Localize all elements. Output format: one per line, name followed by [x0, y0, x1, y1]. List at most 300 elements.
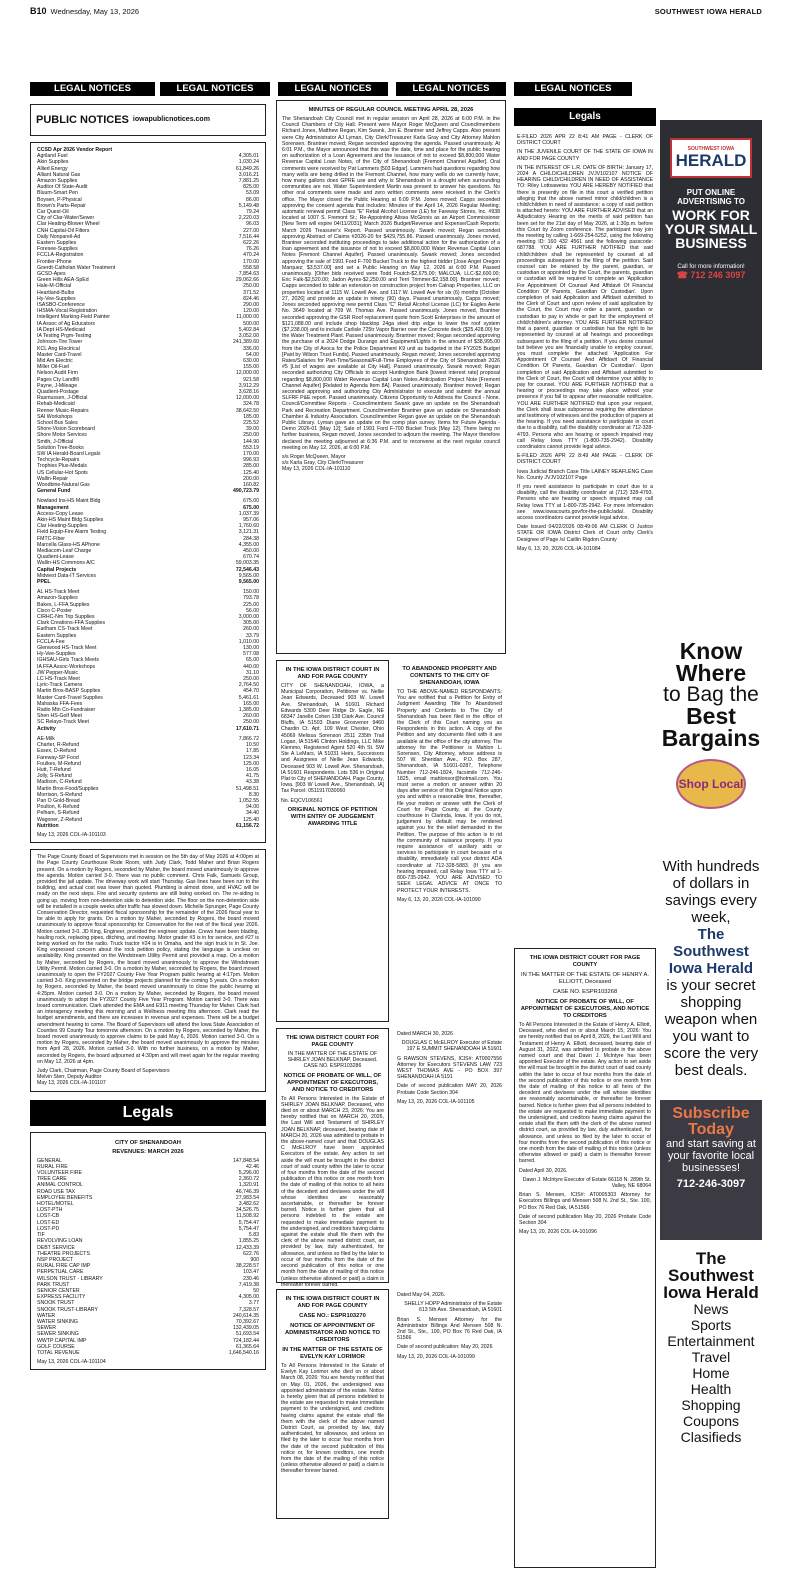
item-value: 5,296.00	[238, 1170, 259, 1177]
item-name: GOLF COURSE	[37, 1343, 75, 1350]
ad-to-bag: to Bag the	[663, 683, 759, 706]
lorimor-body: To All Persons Interested in the Estate of Evelyn Kay Lorimor who died on or about March 08, 2026: You are hereby notified that on May 01, 2026, the undersigned was appointed administrator of the estate. Notice is hereby given that all persons indebted to the estate are requested to make immediate payment to the undersigned, and creditors having claims against the estate shall file them with the clerk of the above named District Court, as provided by law, duly authenticated, for allowance, and unless so filed by the later to occur four months from the date of the second publication of this notice or, for known creditors, one month from the date of the mailing of this notice (unless otherwise allowed or paid) a claim is thereafter forever barred.	[281, 1363, 384, 1475]
item-name: GCSD-Apes	[37, 271, 66, 278]
item-value: 27,983.54	[235, 1194, 259, 1201]
item-value: 225.52	[243, 419, 259, 426]
item-value: 622.26	[243, 240, 259, 247]
item-name: Eastern Supplies	[37, 240, 77, 247]
item-name: ISASBO-Conference	[37, 302, 85, 309]
item-value: 1,855.25	[238, 1238, 259, 1245]
subscribe-ad[interactable]	[660, 1100, 762, 1240]
item-name: KCL Ang Electrical	[37, 345, 80, 352]
item-value: 165.00	[243, 700, 259, 707]
item-value: 1,320.91	[238, 1182, 259, 1189]
ad-start-saving: and start saving at your favorite local businesses!	[666, 1138, 756, 1174]
item-name: Wagoner, Z-Refund	[37, 816, 83, 823]
item-value: 336.00	[243, 345, 259, 352]
item-name: Pages Cty Landfill	[37, 376, 79, 383]
belknap-title: THE IOWA DISTRICT COURT FOR PAGE COUNTY	[286, 1035, 379, 1048]
elliott-title: THE IOWA DISTRICT COURT FOR PAGE COUNTY	[529, 955, 641, 968]
item-name: Heartland-Bulbs	[37, 289, 75, 296]
topic-item: Clasifieds	[680, 1429, 742, 1445]
item-name: FCCLA-Fee	[37, 638, 65, 645]
item-value: 1,760.60	[238, 523, 259, 530]
item-value: 54.00	[246, 351, 259, 358]
juvenile-text: IN THE INTEREST OF L.R. DATE OF BIRTH: January 17, 2024 A CHILD/CHILDREN JVJV102107 NOTICE OF HEARING CHILD/CHILDREN IN NEED OF ASSISTANCE TO: Riley Lottsaweiss YOU ARE HEREBY NOTIFIED that there is presently on file in this court a verified petition alleging that the above named minor child/children is a child/children in need of assistance; a copy of said petition is attached hereto: YOU ARE FURTHER ADVISED that an Adjudicatory Hearing on the merits of said petition has been set for the 21st day of May 2026, at 1:30p.m. before this Court by Zoom conference. The participant may join the meeting by calling 1-669-254-5252, using the following meeting ID: 160 432 4561 and the following passcode: 687788. YOU ARE FURTHER NOTIFIED that said child/children shall be represented by counsel at all proceedings subsequent to the filing of the petition. Said counsel can be retained by the parent, guardian, or custodian or appointed by the Court, the parents, guardian or custodian will be required to complete an 'Application For Appointment Of Counsel And Affidavit Of Financial Condition Of Parents, Guardian Or Custodian'. Upon completion of said Application and Affidavit submitted to the Clerk of Court and upon review of said application by the Court, the Court may order a parent, guardian or custodian to pay in whole or part for the employment of child/children's attorney. YOU ARE FURTHER NOTIFIED that a parent, guardian or custodian has the right to be represented by counsel at all hearings and proceedings subsequent to the filing of a petition. If you desire counsel but believe you are financially unable to employ counsel, you must complete the attached 'Application For Appointment Of Counsel And Affidavit Of Financial Condition Of Parents, Guardian Or Custodian'. Upon completion of said Application and Affidavit submitted to the Clerk of Court, the Court will determine your ability to pay for counsel. YOU ARE FURTHER NOTIFIED that a hearing or proceedings may take place without your presence if you fail to appear after reasonable notification. YOU ARE FURTHER NOTIFIED that upon your request, the Clerk shall issue subpoenas requiring the attendance and testimony of witnesses and the production of papers at the hearing. If you need assistance to participate in court due to a disability, call the disability coordinator at 712-328-4793. Persons who are hearing or speech impaired may call Relay Iowa TTY (1-800-735-2942). Disability coordinators cannot provide legal advice.	[517, 164, 653, 450]
belknap-body: To All Persons Interested in the Estate of SHIRLEY JOAN BELKNAP, Deceased, who died on or about MARCH 23, 2026: You are hereby notified that on MARCH 20, 2026, the Last Will and Testament of SHIRLEY JOAN BELKNAP, deceased, bearing date of MARCH 20, 2026 was admitted to probate in the above-named court and that DOUGLAS C McELROY have been appointed Executors of the estate. Any action to set aside the will must be brought in the district court of said county within the later to occur of four months from the date of the second publication of this notice or one month from the date of mailing of this notice to all heirs of the decedent and devisees under the will whose identities are reasonably ascertainable, or thereafter be forever barred. Notice is further given that all persons indebted to the estate are requested to make immediate payment to the undersigned, and creditors having claims against the estate shall file them with the clerk of the above named district court, as provided by law, duly authenticated, for allowance, and unless so filed by the later to occur of four months from the date of the second publication of this notice or one month from the date of mailing of this notice (unless otherwise allowed or paid) a claim is thereafter forever barred.	[281, 1095, 384, 1288]
item-value: 285.00	[243, 463, 259, 470]
herald-logo-small: SOUTHWEST IOWA	[687, 146, 735, 152]
item-value: 33.79	[246, 632, 259, 639]
belknap-footer: May 13, 20, 2026 COL-IA-101105	[397, 1098, 475, 1105]
item-value: 10.50	[246, 742, 259, 749]
item-name: Goerdt-Catholan Water Treatment	[37, 264, 116, 271]
topic-item: Shopping	[681, 1397, 741, 1413]
elliott-subtitle: NOTICE OF PROBATE OF WILL, OF APPOINTMENT OF EXECUTORS, AND NOTICE TO CREDITORS	[520, 999, 650, 1019]
ad-best-bargains: Best Bargains	[661, 703, 761, 751]
column-left	[30, 104, 266, 1574]
item-value: 12,000.00	[235, 395, 259, 402]
item-value: 500.00	[243, 320, 259, 327]
item-value: 4,305.01	[238, 153, 259, 160]
juvenile-footer: May 6, 13, 20, 2026 COL-IA-101084	[517, 545, 601, 552]
item-name: Rasmussen, J-Official	[37, 395, 88, 402]
item-name: Eastern Supplies	[37, 632, 77, 639]
item-name: HOTEL/MOTEL	[37, 1201, 74, 1208]
item-name: AL HS-Track Meet	[37, 589, 80, 596]
page-date: Wednesday, May 13, 2026	[50, 6, 140, 16]
phone-icon: ☎	[676, 270, 688, 280]
item-value: 371.52	[243, 289, 259, 296]
item-name: Miller Oil-Fuel	[37, 364, 69, 371]
item-name: Rehab-Medicaid	[37, 401, 75, 408]
item-name: Nelson Audit Firm	[37, 370, 78, 377]
item-value: 724,182.44	[233, 1337, 259, 1344]
item-name: IA Dept HS-Medicaid	[37, 326, 86, 333]
item-name: Hutt, T-Refund	[37, 766, 71, 773]
item-name: Nowland Ins-HS Maint Bldg	[37, 498, 101, 505]
public-notices-site: iowapublicnotices.com	[132, 115, 210, 123]
item-name: Essex, D-Refund	[37, 748, 77, 755]
item-name: DEBT SERVICE	[37, 1244, 75, 1251]
item-name: Access-Copy Lease	[37, 510, 84, 517]
item-value: 155.00	[243, 364, 259, 371]
item-value: 250.00	[243, 719, 259, 726]
bargains-ad[interactable]	[660, 640, 762, 840]
band-legal-notices-2: LEGAL NOTICES	[160, 82, 270, 96]
item-name: Mahaska FFA-Fees	[37, 700, 83, 707]
item-value: 227.00	[243, 227, 259, 234]
item-value: 225.00	[243, 601, 259, 608]
item-name: PARK TRUST	[37, 1281, 70, 1288]
item-value: 622.76	[243, 1250, 259, 1257]
item-name: LOST-CB	[37, 1213, 60, 1220]
item-value: 5,402.84	[238, 326, 259, 333]
item-value: 70,392.67	[235, 1318, 259, 1325]
item-name: Clark Creations-FFA Supplies	[37, 620, 106, 627]
item-name: WWTP CAPITAL IMP	[37, 1337, 87, 1344]
item-value: 34.40	[246, 810, 259, 817]
item-name: Foresee-Supplies	[37, 246, 78, 253]
item-name: ANIMAL CONTROL	[37, 1182, 83, 1189]
item-value: 3,000.00	[238, 614, 259, 621]
abandoned-property-footer: May 6, 13, 20, 2026 COL-IA-101090	[397, 896, 481, 903]
item-name: Shore-Vision Scoreboard	[37, 426, 95, 433]
ad-phone-1	[660, 270, 762, 281]
item-name: Martin Bros-BASP Supplies	[37, 688, 101, 695]
belknap-attorney: G RAWSON STEVENS, ICIS#: AT0007556 Attorney for Executors STEVENS LAW 723 WEST THOMAS AVE - PO BOX 397 SHENANDOAH IA 5191	[397, 1055, 502, 1081]
item-name: Frontier-Phone	[37, 258, 72, 265]
public-notices-title: PUBLIC NOTICES	[36, 113, 129, 126]
item-value: 16.05	[246, 766, 259, 773]
item-name: FCCLA-Registration	[37, 252, 84, 259]
court-petition-title: IN THE IOWA DISTRICT COURT IN AND FOR PAGE COUNTY	[285, 667, 380, 680]
item-name: NSP PROJECT	[37, 1256, 74, 1263]
item-name: CNH Capital-Oil Filters	[37, 227, 90, 234]
item-value: 150.00	[243, 589, 259, 596]
ad-know-where: Know Where	[675, 638, 747, 686]
item-value: 17.85	[246, 748, 259, 755]
item-value: 241,389.60	[233, 339, 259, 346]
item-value: 5,461.61	[238, 694, 259, 701]
belknap-publication: Date of second publication MAY 20, 2026 Probate Code Section 304	[397, 1083, 502, 1096]
item-name: Johnson-Tire Tower	[37, 339, 83, 346]
item-name: Midwest Data-IT Services	[37, 572, 96, 579]
item-name: Wallin-Repair	[37, 475, 68, 482]
item-value: 123.34	[243, 754, 259, 761]
item-name: Wallin-HS Commons A/C	[37, 560, 95, 567]
item-name: Capital Projects	[37, 566, 77, 573]
juvenile-efile-2: E-FILED 2026 APR 22 8:49 AM PAGE - CLERK OF DISTRICT COURT	[517, 453, 653, 466]
juvenile-text-2: If you need assistance to participate in court due to a disability, call the disability coordinator at (712) 328-4793. Persons who are hearing or speech impaired may call Relay Iowa TTY at 1-800-735-2942. For more information see www.iowacourts.gov/for-the-public/ada/. Disability access coordinators cannot provide legal advice.	[517, 483, 653, 521]
item-value: 921.58	[243, 376, 259, 383]
item-name: Bluum-Smart Pen	[37, 190, 78, 197]
item-value: 7,881.25	[238, 178, 259, 185]
item-name: Payne, J-Mileage	[37, 382, 78, 389]
item-value: 450.00	[243, 548, 259, 554]
lorimor-title: IN THE IOWA DISTRICT COURT IN AND FOR PAGE COUNTY	[285, 1296, 380, 1309]
item-value: 5,149.48	[238, 202, 259, 209]
item-name: Foulkes, M-Refund	[37, 760, 81, 767]
item-value: 56.00	[246, 607, 259, 614]
item-name: Pan O Gold-Bread	[37, 797, 80, 804]
item-name: AE-Milk	[37, 735, 55, 742]
council-sign-mayor: s/s Roger McQueen, Mayor	[282, 453, 346, 460]
court-petition-notice	[276, 660, 389, 1022]
item-value: 132,439.05	[233, 1325, 259, 1332]
list-item	[37, 1350, 259, 1356]
elliott-dated: Dated April 30, 2026.	[519, 1167, 568, 1174]
item-value: 454.70	[243, 688, 259, 695]
belknap-sign: DOUGLAS C McELROY Executor of Estate 197 E SUMMIT SHENANDOAH IA 51601	[401, 1040, 502, 1053]
item-value: 61,156.72	[235, 822, 259, 829]
item-value: 2,220.03	[238, 215, 259, 222]
item-value: 41.75	[246, 773, 259, 780]
item-name: IA Testing Prgm-Testing	[37, 333, 92, 340]
ad-work-small-business: WORK FOR YOUR SMALL BUSINESS	[664, 207, 758, 251]
council-minutes-title: MINUTES OF REGULAR COUNCIL MEETING APRIL 28, 2026	[308, 107, 474, 113]
item-name: SC Relays-Track Meet	[37, 719, 89, 726]
column-right	[514, 132, 656, 1574]
item-value: 996.93	[243, 457, 259, 464]
elliott-footer: May 13, 20, 2026 COL-IA-101096	[519, 1229, 597, 1236]
lorimor-subtitle: NOTICE OF APPOINTMENT OF ADMINISTRATOR AND NOTICE TO CREDITORS	[284, 1323, 381, 1343]
item-value: 61,365.64	[235, 1343, 259, 1350]
item-name: Car Quest-Oil	[37, 209, 69, 216]
item-name: Allied Energy	[37, 165, 68, 172]
band-legal-notices-3: LEGAL NOTICES	[278, 82, 388, 96]
online-advertising-ad[interactable]	[660, 120, 762, 370]
item-name: SEWER	[37, 1325, 57, 1332]
item-value: 440.00	[243, 663, 259, 670]
item-name: WATER	[37, 1312, 56, 1319]
item-value: 59,003.35	[235, 560, 259, 567]
item-value: 260.00	[243, 626, 259, 633]
lorimor-attorney: Brian S. Mensen Attorney for the Administrator Billings And Mensen 508 N. 2nd St., Ste., 100, PO Box 76 Red Oak, IA 51566	[397, 1316, 502, 1342]
item-name: Poulton, K-Refund	[37, 804, 80, 811]
item-name: Smith, J-Official	[37, 438, 74, 445]
item-value: 39.00	[246, 426, 259, 433]
item-name: EMPLOYEE BENEFITS	[37, 1194, 93, 1201]
lorimor-estate-continued	[393, 1289, 506, 1519]
item-value: 250.00	[243, 283, 259, 290]
item-name: IA FFA Assoc-Workshops	[37, 663, 96, 670]
item-name: Jolly, S-Refund	[37, 773, 72, 780]
item-name: LOST-ED	[37, 1219, 60, 1226]
item-name: Madison, C-Refund	[37, 779, 82, 786]
item-value: 825.00	[243, 184, 259, 191]
item-name: PERPETUAL CARE	[37, 1269, 84, 1276]
item-name: IHSMA-Vocal Registration	[37, 308, 97, 315]
abandoned-property-notice	[393, 660, 506, 1022]
item-value: 103.47	[243, 1269, 259, 1276]
item-name: RURAL FIRE CAP IMP	[37, 1263, 91, 1270]
topic-item: Sports	[690, 1317, 732, 1333]
item-name: SAI Workshops	[37, 413, 73, 420]
item-name: Marcella Glass-HS APhone	[37, 541, 100, 548]
lorimor-footer: May 13, 20, 2026 COL-IA-101099	[397, 1353, 475, 1360]
item-value: 12,433.39	[235, 1244, 259, 1251]
item-value: 185.00	[243, 413, 259, 420]
ad-put-online: PUT ONLINE ADVERTISING TO	[677, 188, 745, 206]
item-name: WATER SINKING	[37, 1318, 78, 1325]
revenue-footer: May 13, 2026 COL-IA-101104	[37, 1359, 106, 1366]
item-name: Green Hills AEA-SpEd	[37, 277, 89, 284]
item-name: REVOLVING LOAN	[37, 1238, 83, 1245]
page-header	[0, 0, 792, 22]
topic-list	[660, 1301, 762, 1445]
belknap-estate-notice	[276, 1028, 389, 1288]
item-name: SENIOR CENTER	[37, 1287, 80, 1294]
belknap-matter: IN THE MATTER OF THE ESTATE OF SHIRLEY JOAN BELKNAP, Deceased. CASE NO. ESPR103286	[287, 1051, 378, 1070]
court-petition-number: No. EQCV106561	[281, 797, 323, 804]
item-name: Solution Tree-Books	[37, 444, 84, 451]
lorimor-estate-notice	[276, 1289, 389, 1519]
item-value: 50	[253, 1287, 259, 1294]
juvenile-issued: Date Issued 04/22/2026 08:49:06 AM CLERK O Justice STATE OR IOWA District Clerk of Court or/by Clerk's Designee of Page /s/ Caitlin Rigdon County	[517, 524, 653, 543]
item-value: 125.00	[243, 760, 259, 767]
item-value: 1,030.24	[238, 159, 259, 166]
item-name: Clar Heating-Supplies	[37, 523, 88, 530]
item-value: 5,754.47	[238, 1225, 259, 1232]
item-name: PPEL	[37, 579, 51, 586]
vendor-nutrition-list	[37, 736, 259, 829]
item-value: 147,848.54	[233, 1157, 259, 1164]
ad-call-info: Call for more information!	[677, 264, 745, 270]
item-value: 1,010.00	[238, 638, 259, 645]
item-name: Akin-HS Maint Bldg Supplies	[37, 516, 104, 523]
item-name: Radio Mtn Co-Fundraiser	[37, 707, 96, 714]
juvenile-notice	[514, 132, 656, 942]
item-value: 1,385.00	[238, 707, 259, 714]
court-petition-text: CITY OF SHENANDOAH, IOWA, a Municipal Corporation, Petitioner vs. Nellie Jean Edwards, Deceased 903 W. Lowell Ave. Shenandoah, IA 51601 Richard Edwards 5300 Deer Ridge Dr. Eagle, NE 68347 Janelle Cohen 138 Clark Ave. Council Bluffs, IA 51503 Diane Grosvenor 9460 Chardin Ct. Apt. 109 West Chester, Ohio 45069 Melissa Sorenson 2511 235th Trail Logan, IA 51546 Clinton Holdings, LLC Mike Klemmo, Registered Agent 520 4th St. SW Ste A LeMars, IA 51031 Heirs, Successors and Assignees of Nellie Jean Edwards, Deceased 903 W. Lowell Ave. Shenandoah, IA 51601 Respondents. Lots 536 in Original Plat to City of SHENANDOAH, Page County, Iowa. [903 W Lowell Ave., Shenandoah, IA] Tax Parcel: 0511917030060	[281, 683, 384, 795]
item-name: Master Card-Travel Supplies	[37, 694, 103, 701]
item-name: Shen HS-Golf Meet	[37, 713, 82, 720]
item-name: Bakes, L-FFA Supplies	[37, 601, 90, 608]
public-notices-banner	[30, 104, 266, 136]
elliott-case: CASE NO. ESPR103268	[552, 989, 618, 995]
item-value: 793.78	[243, 595, 259, 602]
item-value: 2,360.72	[238, 1176, 259, 1183]
band-legal-notices-5: LEGAL NOTICES	[514, 82, 632, 96]
item-name: RURAL FIRE	[37, 1163, 68, 1170]
item-name: TREE CARE	[37, 1176, 67, 1183]
item-value: 61,849.26	[235, 165, 259, 172]
item-name: Master Card-Travel	[37, 351, 82, 358]
item-value: 957.06	[243, 516, 259, 523]
item-value: 260.00	[243, 713, 259, 720]
ad-hundreds: With hundreds of dollars in savings every week,	[662, 858, 760, 926]
item-name: CIRHC-Nm Trip Supplies	[37, 614, 95, 621]
item-value: 553.19	[243, 444, 259, 451]
item-name: LOST-PD	[37, 1225, 60, 1232]
lorimor-sign: SHELLY HOPP Administrator of the Estate 613 5th Ave. Shenandoah, IA 51601	[404, 1301, 502, 1314]
item-name: Hy-Vee-Supplies	[37, 295, 76, 302]
item-value: 11,000.00	[236, 314, 259, 321]
ad-subscribe-today: Subscribe Today	[672, 1105, 750, 1138]
item-value: 1,052.55	[238, 797, 259, 804]
item-value: 7,866.72	[238, 735, 259, 742]
item-name: Activity	[37, 725, 56, 732]
page-number: B10	[30, 6, 47, 16]
vendor-list	[37, 153, 259, 494]
legals-banner: Legals	[30, 1100, 266, 1126]
item-value: 11,508.92	[236, 1213, 259, 1220]
item-value: 250.00	[243, 432, 259, 439]
item-name: Mediacom-Leaf Charge	[37, 548, 92, 554]
item-value: 144.90	[243, 438, 259, 445]
item-name: TOTAL REVENUE	[37, 1349, 80, 1356]
ad-paper-name: The Southwest Iowa Herald	[668, 926, 754, 977]
item-name: Boysen, P-Physical	[37, 196, 82, 203]
board-sign: Judy Clark, Chairman, Page County Board of Supervisors	[37, 1068, 170, 1075]
item-value: 130.00	[243, 645, 259, 652]
lorimor-dated: Dated May 04, 2026.	[397, 1292, 446, 1298]
lorimor-matter: IN THE MATTER OF THE ESTATE OF EVELYN KAY LORIMOR	[282, 1347, 383, 1360]
vendor-footer: May 13, 2026 COL-IA-101103	[37, 831, 106, 838]
item-value: 51,498.51	[235, 785, 259, 792]
column-middle	[276, 100, 506, 1574]
paper-name: SOUTHWEST IOWA HERALD	[654, 6, 762, 16]
elliott-matter: IN THE MATTER OF THE ESTATE OF HENRY A. ELLIOTT, Deceased	[520, 972, 650, 985]
item-value: 470.24	[243, 252, 259, 259]
item-name: LC HS-Track Meet	[37, 676, 80, 683]
juvenile-efile: E-FILED 2026 APR 22 8:41 AM PAGE - CLERK OF DISTRICT COURT	[517, 134, 653, 147]
elliott-attorney: Brian S. Mensen, ICIS#: AT0005303 Attorney for Executors Billings and Mensen 508 N. 2nd St., Ste. 100, PO Box 76 Red Oak, IA 51566	[519, 1192, 651, 1211]
item-value: 250.00	[243, 676, 259, 683]
item-value: 72,546.43	[235, 566, 259, 573]
topic-item: Home	[692, 1365, 730, 1381]
item-name: Shore Motor Services	[37, 432, 87, 439]
item-value: 577.08	[243, 651, 259, 658]
council-minutes-text: The Shenandoah City Council met in regular session on April 28, 2026 at 6:00 P.M. in the Council Chambers of City Hall. Present were Mayor Roger McQueen and Councilmembers Richard Jones, Matthew Regan, Kim Swank, Jon E. Brantner and Jeffrey Capps. Also present were City Administrator AJ Lyman, City Clerk/Treasurer Karla Gray and City Attorney Mahlon Sorensen. Brantner moved; Regan seconded approving the agenda. Passed unanimously. At 6:01 P.M., the Mayor announced that this was the date, time and place for the public hearing on authorization of a Loan Agreement and the issuance of not to exceed $8,800,000 Water Revenue Capital Loan Notes, of the City of Shenandoah [Fremont Channel Aquifer]. Oral comments were received by Pat Lammers [503 Edgar]. Lammers had questions regarding how many wells are being drilled in the Fremont Channel, how many wells do we currently have, how many gallons does GPRE use and why is Shenandoah in a drought when surrounding communities are not. Water Superintendent Martin was present to answer his questions. No other oral comments were made and zero written comments were received in the Clerk's office. The Mayor closed the Public Hearing at 6:09 P.M. Jones moved; Capps seconded approving the consent agenda that includes: Minutes of the April 14, 2026 Regular Meeting; automatic renewal permit Class "E" Retail Alcohol License (LE) for Fareway Stores, Inc. #938 located at 1007 S. Fremont St.; Re-Appointing Alissa McGinnis as an Airport Commissioner [New Term will expire 04/11/2031]; March 2026 Budget/Revenue and Expense/Cash Reports; March 2026 Treasurer's Report. Passed unanimously. Swank moved; Regan seconded approving Abstract of Claims #2026-20 for $429,755.86. Passed unanimously. Jones moved, Brantner seconded instituting proceedings to take additional action for the authorization of a loan agreement and the issuance of not to exceed $8,800,000 Water Revenue Capital Loan Notes [Fremont Channel Aquifer]. Passed unanimously. Swank moved; Jones seconded approving the sale of 1991 Ford F-700 Bucket Truck to the highest bidder [Jose Angel Oregon Marquez; $3,537.00] and set a Public Hearing on May 12, 2026 at 6:00 P.M. Passed unanimously. [Other bids received were Todd Foutch-$2,675.00; MALCUA, LLC-$2,600.00; Eric Falk-$2,520.00; Jadon Ayres-$2,250.00 and Terri Trimmer-$2,158.00]. Brantner moved; Capps seconded to table an extension on construction project from Calnap Properties, LLC on properties located at 1115 W. Lowell Ave. and 1117 W. Lowell Ave for six (6) months [October 27, 2026] and provide an update in ninety (90) days. Passed unanimously. Capps moved; Jones seconded approving new permit Class "C" Retail Alcohol License (LC) for Eagles Aerie No. 3649 located at 709 W. Thomas Ave. Passed unanimously. Jones moved, Brantner seconded approving the GSR Roof replacement quote from Scott Enterprises in the amount of $121,088.00 and include shop blacktop 24ga steel drip edge to lower the roof system ($7,238.00) and to include Carlisle 725tr Vapor Barrier over the Concrete deck ($25,428.00) for the Water Treatment Plant. Passed unanimously. Brantner moved; Regan seconded approving the purchase of a 2024 Dodge Durango and Equipment/Lights in the amount of $38,995.00 from the City of Avoca for the Police Department K9 unit as budgeted in the FY2025 Budget [Paid by Wilson Trust Funds]. Passed unanimously. Regan moved; Jones seconded approving Rates/Salaries for Part-Time/Seasonal/Full-Time Employees of the City of Shenandoah 2026 #5 [List of wages are available at City Hall]. Passed unanimously. Swank moved; Regan seconded authorizing City Officials to accept Huntington Bank [lowest interest rate] proposal regarding $8,800,000 Water Revenue Capital Loan Notes Anticipation Project Note [Fremont Channel Aquifer] [Related to Agenda Item 8A]. Passed unanimously. Brantner moved; Regan seconded approving and authorizing City Administrator to execute and submit the annual SLFRF P&E report. Passed unanimously. Citizens Opportunity to Address the Council - None. Council/Committee Reports - Councilmembers Swank gave an update on the Shenandoah Park and Recreation Department. Councilmember Brantner gave an update on Shenandoah Chamber & Industry Association. Councilmember Regan gave an update on the Shenandoah Public Library. Lyman gave an update on the comp plan survey. Items for Future Agenda - Demo 2026-01 [May 12]; Sale of 1991 Ford F-700 Bucket Truck [May 12]. There being no further business, Regan moved, Jones seconded to adjourn the meeting. The Mayor therefore declared the meeting adjourned at 6:36 P.M. and to reconvene at the next regular council meeting on May 12, 2026, at 6:00 P.M.	[282, 116, 500, 451]
item-value: 5,754.47	[238, 1219, 259, 1226]
vendor-report-title: CCSD Apr 2026 Vendor Report	[37, 147, 113, 153]
ad-paper-name-2: The Southwest Iowa Herald	[663, 1249, 759, 1302]
item-name: Intelligent Marking-Field Painter	[37, 314, 110, 321]
item-value: 12,000.00	[235, 370, 259, 377]
elliott-estate-notice	[514, 948, 656, 1568]
item-name: Techcycle-Repairs	[37, 457, 80, 464]
item-value: 17,610.71	[235, 725, 259, 732]
list-item	[37, 823, 259, 829]
item-value: 94.00	[246, 804, 259, 811]
item-name: SEWER SINKING	[37, 1331, 79, 1338]
lorimor-publication: Date of second publication: May 20, 2026	[397, 1344, 493, 1351]
item-value: 34,526.75	[235, 1207, 259, 1214]
item-value: 3,482.62	[238, 1201, 259, 1208]
board-minutes-text: The Page County Board of Supervisors met in session on the 5th day of May 2026 at 4:00pm at the Page County Courthouse Rode Room, with Judy Clark, Todd Maher and Brian Rogers present. On a motion by Rogers, seconded by Maher, the board moved unanimously to approve the agenda. Motion carried 3-0. There was no public comment. Chris Falk, Samuels Group, provided the jail update. The driveway work will start Thursday. Gas lines have been run to the building, and actual cost was lower than quoted. Plumbing is almost done, and HVAC will be ready on the next steps. Fire and security systems are still being worked on. The re-siding is going up, moving from non-detention side to detention side. The floor on the non-detention side will be installed in a couple weeks after traffic has slowed down. Michelle Sprunger, Page County Conservation Director, requested fiscal sponsorship for the remainder of the 2026 fiscal year to be able to apply for grants. On a motion by Maher, seconded by Rogers, the board moved unanimously to approve fiscal sponsorship for Conservation for the rest of the fiscal year 2026. Motion carried 3-0. JD King, Engineer, provided the engineer update. Crews have been blading, hauling rock, replacing pipes, ditching, and mowing. Motor grader #3 is in for service, and #27 is being worked on for the radio. Truck tractor #24 is in Omaha, and the sign truck is in St. Joe. King expressed concern about the rock petition policy, stating the language is unclear on availability. King presented on the Windstream Utility Permit and provided a map. On a motion by Maher, seconded by Rogers, the board moved unanimously to approve the Windstream Utility Permit. Motion carried 3-0. On a motion by Maher, seconded by Rogers, the board moved unanimously to open the FY2027 County Five Year Program public hearing at 4:17pm. Motion carried 3-0. King presented on the bridge projects planned for the coming 5 years. On a motion by Rogers, seconded by Maher, the board moved unanimously to close the public hearing at 4:25pm. Motion carried 3-0. On a motion by Maher, seconded by Rogers, the board moved unanimously to adopt the FY2027 County Five Year Program. Motion carried 3-0. There was board communication. Clark attended the EMA and E911 meeting Thursday for Maher. Clark had an interagency meeting this morning and a Wellness meeting this afternoon. Clark read the budget amendments, and there are increases in revenue and expenses. There will be a budget amendment hearing to come. The Board of Supervisors will attend the Iowa State Association of Counties 99 County Tour tomorrow afternoon. On a motion by Rogers, seconded by Maher, the board moved unanimously to approve claims to be paid May 6, 2026. Motion carried 3-0. On a motion by Rogers, seconded by Maher, the board moved unanimously to approve the minutes from April 28, 2026. Motion carried 3-0. With no further business, on a motion by Maher, seconded by Rogers, the board adjourned at 4:30pm and will meet again for the regular meeting on May 12, 2026 at 4pm.	[37, 854, 259, 1065]
item-value: 53.09	[246, 190, 259, 197]
item-name: US Cellular-Hot Spots	[37, 469, 88, 476]
item-value: 7,419.38	[238, 1281, 259, 1288]
item-name: Quadient-Postage	[37, 388, 79, 395]
savings-ad	[660, 858, 762, 1088]
item-value: 7,854.63	[238, 271, 259, 278]
item-value: 3,628.16	[238, 388, 259, 395]
item-name: Alliant Natural Gas	[37, 171, 81, 178]
revenue-subtitle: REVENUES: MARCH 2026	[112, 1148, 184, 1155]
item-value: 125.40	[243, 816, 259, 823]
item-value: 305.00	[243, 620, 259, 627]
board-minutes	[30, 849, 266, 1092]
item-name: Hale-M-Official	[37, 283, 72, 290]
item-value: 43.38	[246, 779, 259, 786]
item-value: 3,016.21	[238, 171, 259, 178]
belknap-dated: Dated MARCH 30, 2026	[397, 1031, 453, 1037]
board-footer: May 13, 2026 COL-IA-101107	[37, 1080, 106, 1087]
item-name: Glenwood HS-Track Meet	[37, 645, 97, 652]
item-value: 65.00	[246, 657, 259, 664]
elliott-publication: Date of second publication May 20, 2026 Probate Code Section 304	[519, 1213, 651, 1227]
item-value: 3,121.31	[238, 529, 259, 536]
item-value: 38,642.50	[235, 407, 259, 414]
item-value: 3,912.29	[238, 382, 259, 389]
revenue-list	[37, 1158, 259, 1357]
item-value: 31.10	[246, 669, 259, 676]
vendor-report	[30, 142, 266, 843]
item-name: Auditor Of State-Audit	[37, 184, 88, 191]
ad-phone-1-number: 712 246 3097	[690, 270, 746, 280]
item-name: FMTC-Fiber	[37, 535, 65, 542]
item-name: Mid Am Electric	[37, 357, 73, 364]
item-name: Akin Supplies	[37, 159, 69, 166]
shop-local-badge: Shop Local	[676, 759, 746, 809]
item-name: City of Clar-Water/Sewer	[37, 215, 95, 222]
abandoned-property-title: TO ABANDONED PROPERTY AND CONTENTS TO THE CITY OF SHENANDOAH, IOWA	[402, 666, 497, 686]
item-name: Brown's Parts-Repair	[37, 202, 86, 209]
revenue-title: CITY OF SHENANDOAH	[115, 1139, 181, 1146]
